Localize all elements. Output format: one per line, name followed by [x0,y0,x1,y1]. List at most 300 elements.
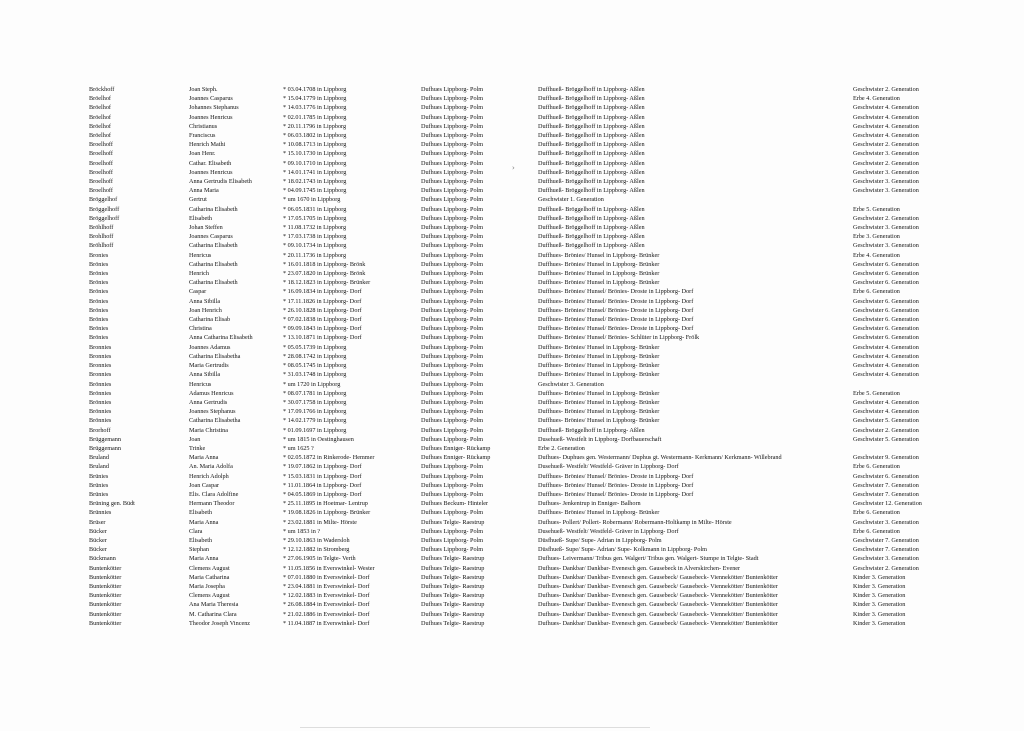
table-row [89,122,969,131]
cell-farm: Dufhues Lippborg- Polm [421,113,484,121]
cell-farm: Dufhues Telgte- Raestrup [421,582,485,590]
cell-lineage: Duffhueß- Bröggelhoff in Lippborg- Aßlen [538,159,645,167]
cell-birth: * 26.08.1884 in Everswinkel- Dorf [283,601,370,609]
cell-given-name: Gertrut [189,196,207,204]
cell-given-name: Elisabeth [189,509,213,517]
cell-relation [853,444,969,453]
cell-relation: Kinder 3. Generation [853,601,906,609]
table-row [89,159,969,168]
cell-birth: * 23.04.1881 in Everswinkel- Dorf [283,582,370,590]
cell-farm: Dufhues Lippborg- Polm [421,251,484,259]
cell-relation: Geschwister 4. Generation [853,371,919,379]
cell-surname: Bücker [89,536,107,544]
cell-surname: Bronnies [89,352,112,360]
table-row [89,380,969,389]
cell-given-name: Henricus [189,380,212,388]
cell-given-name: Catharina Elisabetha [189,417,241,425]
cell-lineage: Duffhues- Brönies/ Hunsel in Lippborg- Brünker [538,398,660,406]
cell-given-name: Joan Steph. [189,86,218,93]
cell-surname: Buntenkötter [89,564,122,572]
cell-relation: Geschwister 6. Generation [853,334,919,342]
table-row [89,214,969,223]
cell-farm: Dufhues Beckum- Hinteler [421,500,489,508]
cell-birth: * 19.07.1862 in Lippborg- Dorf [283,463,362,471]
cell-relation: Geschwister 6. Generation [853,260,919,268]
cell-farm: Dufhues Lippborg- Polm [421,316,484,324]
cell-surname: Bröggelhoff [89,214,120,222]
cell-given-name: Maria Catharina [189,573,230,581]
cell-farm: Dufhues Lippborg- Polm [421,297,484,305]
cell-relation: Geschwister 2. Generation [853,214,919,222]
cell-birth: * 09.09.1843 in Lippborg- Dorf [283,325,362,333]
cell-relation: Erbe 6. Generation [853,509,900,517]
table-row [89,426,969,435]
cell-surname: Brünies [89,481,109,489]
cell-lineage: Duffhues- Brönies/ Hunsel/ Brönies- Droste in Lippborg- Dorf [538,490,694,498]
cell-lineage: Duffhues- Brönies/ Hunsel/ Brönies- Droste in Lippborg- Dorf [538,472,694,480]
table-row [89,315,969,324]
cell-surname: Brohlhoff [89,233,114,241]
cell-surname: Broelhoff [89,150,113,158]
cell-surname: Brönnies [89,389,112,397]
cell-given-name: Maria Anna [189,555,219,563]
cell-given-name: Johan Steffen [189,224,223,232]
cell-farm: Dufhues Telgte- Raestrup [421,619,485,627]
cell-relation: Geschwister 7. Generation [853,536,919,544]
cell-relation: Geschwister 12. Generation [853,500,922,508]
table-row [89,619,969,628]
cell-surname: Brüning gen. Büdt [89,500,135,508]
cell-lineage: Duffhueß- Bröggelhoff in Lippborg- Aßlen [538,224,645,232]
cell-surname: Bröhlhoff [89,224,114,232]
cell-given-name: Anna Gertrudis [189,398,228,406]
cell-given-name: Joannes Henricus [189,168,233,176]
cell-farm: Dufhues Lippborg- Polm [421,398,484,406]
cell-surname: Bröelhof [89,113,111,121]
cell-birth: * 17.03.1738 in Lippborg [283,233,347,241]
cell-given-name: Franciscus [189,132,216,140]
table-row [89,416,969,425]
cell-surname: Broelhoff [89,168,113,176]
cell-lineage: Dufhues- Pollert/ Pollert- Robermann/ Robermann-Holtkamp in Milte- Hörste [538,518,732,526]
cell-birth: * 07.01.1880 in Everswinkel- Dorf [283,573,370,581]
cell-lineage: Dufhues- Dankbar/ Dankbar- Evenesch gen. Gausebeck/ Gausebeck- Viennekötter/ Buntenkötter [538,601,778,609]
table-row [89,287,969,296]
cell-birth: * 13.10.1871 in Lippborg- Dorf [283,334,362,342]
cell-surname: Bröelhof [89,104,111,112]
cell-farm: Dufhues Enniger- Rückamp [421,444,491,452]
cell-lineage: Duffhues- Brönies/ Hunsel/ Brönies- Droste in Lippborg- Dorf [538,306,694,314]
cell-birth: * 23.02.1881 in Milte- Hörste [283,518,357,526]
cell-relation: Geschwister 6. Generation [853,270,919,278]
cell-surname: Bücker [89,546,107,554]
cell-relation: Geschwister 3. Generation [853,242,919,250]
genealogy-table-body [89,85,969,628]
table-row [89,85,969,94]
cell-surname: Bronnies [89,362,112,370]
cell-farm: Dufhues Telgte- Raestrup [421,610,485,618]
cell-lineage: Dufhues- Leivermann/ Tribus gen. Walgert/ Tribus gen. Walgert- Stumpe in Telgte- Stadt [538,555,759,563]
table-row [89,398,969,407]
cell-given-name: Theodor Joseph Vincenz [189,619,251,627]
cell-relation: Geschwister 3. Generation [853,178,919,186]
table-row [89,94,969,103]
cell-surname: Brüser [89,518,106,526]
table-row [89,481,969,490]
table-row [89,131,969,140]
cell-surname: Brönies [89,270,109,278]
cell-birth: * 16.01.1818 in Lippborg- Brönk [283,260,366,268]
cell-birth: * 17.11.1826 in Lippborg- Dorf [283,297,362,305]
table-row [89,508,969,517]
cell-birth: * 29.10.1863 in Wadersloh [283,536,350,544]
cell-relation: Erbe 3. Generation [853,233,900,241]
cell-relation: Kinder 3. Generation [853,619,906,627]
cell-relation: Geschwister 4. Generation [853,362,919,370]
cell-lineage: Dufhues- Dankbar/ Dankbar- Evenesch gen. Gausebeck/ Gausebeck- Viennekötter/ Buntenkötter [538,610,778,618]
table-row [89,545,969,554]
cell-given-name: Joannes Casparus [189,233,233,241]
cell-lineage: Duffhues- Brönies/ Hunsel/ Brönies- Droste in Lippborg- Dorf [538,288,694,296]
cell-birth: * 03.04.1708 in Lippborg [283,86,347,93]
cell-surname: Brönies [89,288,109,296]
cell-birth: * 27.06.1905 in Telgte- Verth [283,555,356,563]
cell-farm: Dufhues Telgte- Raestrup [421,555,485,563]
cell-surname: Brünies [89,472,109,480]
table-row [89,600,969,609]
cell-given-name: Stephan [189,546,209,554]
cell-given-name: Anna Gertrudis Elisabeth [189,178,252,186]
table-row [89,223,969,232]
table-row [89,453,969,462]
cell-relation: Geschwister 7. Generation [853,481,919,489]
cell-lineage: Dusehueß- Westfelt/ Westfeld- Gräver in Lippborg- Dorf [538,527,679,535]
cell-lineage: Geschwister 3. Generation [538,380,604,388]
cell-lineage: Duffhueß- Bröggelhoff in Lippborg- Aßlen [538,168,645,176]
cell-relation: Kinder 3. Generation [853,610,906,618]
table-row [89,352,969,361]
cell-relation: Geschwister 3. Generation [853,224,919,232]
cell-farm: Dufhues Lippborg- Polm [421,362,484,370]
table-row [89,324,969,333]
table-row [89,177,969,186]
cell-relation: Geschwister 5. Generation [853,417,919,425]
cell-lineage: Duffhueß- Bröggelhoff in Lippborg- Aßlen [538,187,645,195]
cell-farm: Dufhues Telgte- Raestrup [421,601,485,609]
table-row [89,518,969,527]
cell-given-name: Christina [189,325,212,333]
table-row [89,435,969,444]
cell-relation: Geschwister 3. Generation [853,555,919,563]
cell-lineage: Dufhues- Dankbar/ Dankbar- Evenesch gen. Gausebeck/ Gausebeck- Viennekötter/ Buntenkötter [538,592,778,600]
cell-given-name: Joan Caspar [189,481,220,489]
cell-relation: Geschwister 4. Generation [853,113,919,121]
cell-surname: Buntenkötter [89,610,122,618]
cell-surname: Buntenkötter [89,573,122,581]
cell-given-name: Anna Sibilla [189,297,221,305]
cell-lineage: Dufhues- Dankbar/ Dankbar- Evenesch gen. Gausebeck in Alverskirchen- Evener [538,564,741,572]
cell-relation: Kinder 3. Generation [853,582,906,590]
cell-lineage: Duffhues- Brönies/ Hunsel in Lippborg- Brünker [538,509,660,517]
cell-surname: Broelhoff [89,178,113,186]
table-row [89,582,969,591]
cell-farm: Dufhues Lippborg- Polm [421,196,484,204]
cell-farm: Dufhues Lippborg- Polm [421,279,484,287]
cell-relation: Geschwister 2. Generation [853,426,919,434]
cell-surname: Buntenkötter [89,582,122,590]
cell-relation: Geschwister 3. Generation [853,150,919,158]
cell-given-name: Christianus [189,122,218,130]
table-row [89,499,969,508]
cell-surname: Brönnies [89,398,112,406]
cell-birth: * 19.08.1826 in Lippborg- Brünker [283,509,371,517]
cell-lineage: Dufhues- Jenkentrup in Enniger- Balhorn [538,500,641,508]
cell-birth: * 08.07.1781 in Lippborg [283,389,347,397]
cell-surname: Buntenkötter [89,592,122,600]
table-row [89,472,969,481]
cell-farm: Dufhues Lippborg- Polm [421,527,484,535]
table-row [89,140,969,149]
cell-surname: Bröelhof [89,122,111,130]
table-row [89,564,969,573]
table-row [89,205,969,214]
cell-lineage: Dusehueß- Westfelt in Lippborg- Dorfbauerschaft [538,435,662,443]
cell-surname: Bronies [89,251,109,259]
table-row [89,527,969,536]
cell-lineage: Duffhues- Brönies/ Hunsel/ Brönies- Droste in Lippborg- Dorf [538,481,694,489]
cell-relation: Geschwister 6. Generation [853,297,919,305]
cell-given-name: Maria Anna [189,518,219,526]
cell-given-name: Elisabeth [189,214,213,222]
cell-surname: Brönies [89,279,109,287]
cell-relation: Geschwister 3. Generation [853,187,919,195]
cell-lineage: Dufhues- Dankbar/ Dankbar- Evenesch gen. Gausebeck/ Gausebeck- Viennekötter/ Buntenkötter [538,573,778,581]
cell-birth: * 25.11.1895 in Hoetmar- Lentrup [283,500,368,508]
cell-birth: * 23.07.1820 in Lippborg- Brönk [283,270,366,278]
cell-farm: Dufhues Telgte- Raestrup [421,592,485,600]
cell-farm: Dufhues Lippborg- Polm [421,168,484,176]
cell-relation: Geschwister 2. Generation [853,564,919,572]
cell-relation: Geschwister 6. Generation [853,472,919,480]
cell-given-name: Joan Henr. [189,150,216,158]
cell-lineage: Duffhues- Brönies/ Hunsel/ Brönies- Droste in Lippborg- Dorf [538,297,694,305]
cell-surname: Brönies [89,334,109,342]
cell-birth: * 02.05.1872 in Rinkerode- Hemmer [283,454,375,462]
cell-given-name: Caspar [189,288,207,296]
cell-relation: Erbe 5. Generation [853,205,900,213]
cell-birth: * um 1670 in Lippborg [283,196,341,204]
cell-surname: Brorhoff [89,426,111,434]
cell-birth: * 14.01.1741 in Lippborg [283,168,347,176]
cell-birth: * 30.07.1758 in Lippborg [283,398,347,406]
table-row [89,260,969,269]
cell-birth: * 07.02.1838 in Lippborg- Dorf [283,316,362,324]
cell-birth: * 12.12.1882 in Stromberg [283,546,350,554]
cell-farm: Dufhues Lippborg- Polm [421,159,484,167]
table-row [89,444,969,453]
cell-lineage: Duffhueß- Bröggelhoff in Lippborg- Aßlen [538,86,645,93]
cell-surname: Broelhoff [89,159,113,167]
cell-given-name: Maria Gertrudis [189,362,229,370]
cell-given-name: Catharina Elisabeth [189,279,238,287]
cell-birth: * 31.03.1748 in Lippborg [283,371,347,379]
cell-surname: Bröhlhoff [89,242,114,250]
cell-farm: Dufhues Lippborg- Polm [421,132,484,140]
cell-birth: * 04.09.1745 in Lippborg [283,187,347,195]
cell-farm: Dufhues Lippborg- Polm [421,224,484,232]
cell-birth: * um 1853 in ? [283,527,321,535]
cell-lineage: Erbe 2. Generation [538,444,585,452]
cell-given-name: Joannes Casparus [189,95,233,103]
cell-farm: Dufhues Lippborg- Polm [421,214,484,222]
cell-lineage: Duffhues- Brönies/ Hunsel/ Brönies- Droste in Lippborg- Dorf [538,325,694,333]
cell-birth: * um 1720 in Lippborg [283,380,341,388]
cell-given-name: Cathar. Elisabeth [189,159,232,167]
cell-given-name: Anna Catharina Elisabeth [189,334,253,342]
cell-relation: Geschwister 5. Generation [853,435,919,443]
cell-given-name: Maria Anna [189,454,219,462]
cell-birth: * 14.02.1779 in Lippborg [283,417,347,425]
cell-lineage: Duffhueß- Bröggelhoff in Lippborg- Aßlen [538,205,645,213]
cell-lineage: Düsfhueß- Supe/ Supe- Adrian in Lippborg- Polm [538,536,662,544]
cell-farm: Dufhues Lippborg- Polm [421,472,484,480]
cell-relation: Geschwister 2. Generation [853,141,919,149]
cell-surname: Bronnies [89,371,112,379]
cell-given-name: Henrich [189,270,209,278]
table-row [89,306,969,315]
cell-farm: Dufhues Telgte- Raestrup [421,573,485,581]
cell-farm: Dufhues Lippborg- Polm [421,233,484,241]
cell-lineage: Duffhues- Brönies/ Hunsel in Lippborg- Brünker [538,417,660,425]
cell-farm: Dufhues Telgte- Raestrup [421,518,485,526]
cell-birth: * 06.05.1831 in Lippborg [283,205,347,213]
cell-lineage: Dufhues- Dankbar/ Dankbar- Evenesch gen. Gausebeck/ Gausebeck- Viennekötter/ Buntenkötter [538,582,778,590]
cell-farm: Dufhues Lippborg- Polm [421,334,484,342]
cell-surname: Buntenkötter [89,601,122,609]
cell-surname: Brönies [89,316,109,324]
cell-relation: Geschwister 4. Generation [853,104,919,112]
cell-farm: Dufhues Lippborg- Polm [421,150,484,158]
cell-birth: * 02.01.1785 in Lippborg [283,113,347,121]
cell-surname: Bückmann [89,555,116,563]
table-row [89,389,969,398]
cell-lineage: Duffhues- Brönies/ Hunsel in Lippborg- Brünker [538,371,660,379]
cell-birth: * 04.05.1869 in Lippborg- Dorf [283,490,362,498]
cell-relation: Erbe 5. Generation [853,389,900,397]
cell-birth: * 08.05.1745 in Lippborg [283,362,347,370]
table-row [89,168,969,177]
table-row [89,103,969,112]
cell-farm: Dufhues Lippborg- Polm [421,463,484,471]
cell-farm: Dufhues Lippborg- Polm [421,490,484,498]
table-row [89,610,969,619]
cell-birth: * 05.05.1739 in Lippborg [283,343,347,351]
cell-relation: Geschwister 3. Generation [853,168,919,176]
cell-surname: Brüggemann [89,435,121,443]
cell-birth: * 15.10.1730 in Lippborg [283,150,347,158]
cell-given-name: Joannes Adamus [189,343,231,351]
cell-birth: * 16.09.1834 in Lippborg- Dorf [283,288,362,296]
cell-given-name: Elis. Clara Adolfine [189,490,239,498]
cell-relation [853,195,969,204]
table-row [89,278,969,287]
cell-surname: Bruland [89,463,109,471]
cell-birth: * 20.11.1736 in Lippborg [283,251,347,259]
cell-farm: Dufhues Enniger- Rückamp [421,454,491,462]
cell-lineage: Duffhueß- Bröggelhoff in Lippborg- Aßlen [538,113,645,121]
cell-relation: Erbe 6. Generation [853,288,900,296]
table-row [89,113,969,122]
cell-lineage: Duffhues- Brönies/ Hunsel in Lippborg- Brünker [538,389,660,397]
cell-birth: * 11.05.1856 in Everswinkel- Wester [283,564,375,572]
cell-relation: Geschwister 4. Generation [853,343,919,351]
cell-relation: Geschwister 3. Generation [853,518,919,526]
cell-given-name: Hermann Theodor [189,500,235,508]
cell-lineage: Duffhues- Brönies/ Hunsel in Lippborg- Brünker [538,408,660,416]
cell-surname: Brönies [89,306,109,314]
cell-surname: Brönies [89,325,109,333]
cell-surname: Bröggelhoff [89,205,120,213]
cell-birth: * 17.05.1705 in Lippborg [283,214,347,222]
table-row [89,241,969,250]
cell-farm: Dufhues Lippborg- Polm [421,141,484,149]
cell-surname: Brünies [89,490,109,498]
cell-surname: Bücker [89,527,107,535]
cell-surname: Broelhoff [89,141,113,149]
cell-farm: Dufhues Lippborg- Polm [421,536,484,544]
cell-lineage: Duffhues- Brönies/ Hunsel/ Brönies- Schlüter in Lippborg- Frölk [538,334,700,342]
cell-lineage: Duffhueß- Bröggelhoff in Lippborg- Aßlen [538,242,645,250]
cell-lineage: Duffhues- Brönies/ Hunsel in Lippborg- Brünker [538,352,660,360]
cell-farm: Dufhues Lippborg- Polm [421,371,484,379]
cell-farm: Dufhues Lippborg- Polm [421,481,484,489]
cell-given-name: Catharina Elisab [189,316,231,324]
cell-given-name: Clara [189,527,203,535]
cell-birth: * 17.09.1766 in Lippborg [283,408,347,416]
table-row [89,554,969,563]
cell-lineage: Duffhues- Brönies/ Hunsel in Lippborg- Brünker [538,279,660,287]
cell-birth: * 10.08.1713 in Lippborg [283,141,347,149]
table-row [89,232,969,241]
cell-birth: * 01.09.1697 in Lippborg [283,426,347,434]
cell-relation: Geschwister 7. Generation [853,546,919,554]
cell-relation: Erbe 4. Generation [853,251,900,259]
cell-relation: Geschwister 2. Generation [853,159,919,167]
table-row [89,186,969,195]
table-row [89,361,969,370]
cell-surname: Bröelhof [89,95,111,103]
cell-birth: * 09.10.1734 in Lippborg [283,242,347,250]
cell-surname: Brünnies [89,509,112,517]
cell-lineage: Duffhues- Brönies/ Hunsel in Lippborg- Brünker [538,362,660,370]
cell-farm: Dufhues Lippborg- Polm [421,288,484,296]
cell-lineage: Duffhueß- Bröggelhoff in Lippborg- Aßlen [538,122,645,130]
table-row [89,343,969,352]
cell-birth: * 21.02.1886 in Everswinkel- Dorf [283,610,370,618]
cell-relation: Geschwister 6. Generation [853,279,919,287]
cell-given-name: Henrich Mathi [189,141,226,149]
cell-lineage: Duffhues- Brönies/ Hunsel in Lippborg- Brünker [538,343,660,351]
cell-farm: Dufhues Lippborg- Polm [421,242,484,250]
cell-farm: Dufhues Lippborg- Polm [421,325,484,333]
cell-surname: Brönies [89,260,109,268]
cell-farm: Dufhues Lippborg- Polm [421,417,484,425]
cell-surname: Bruland [89,454,109,462]
cell-farm: Dufhues Lippborg- Polm [421,205,484,213]
cell-farm: Dufhues Lippborg- Polm [421,509,484,517]
cell-given-name: Clemens August [189,564,230,572]
cell-farm: Dufhues Lippborg- Polm [421,178,484,186]
